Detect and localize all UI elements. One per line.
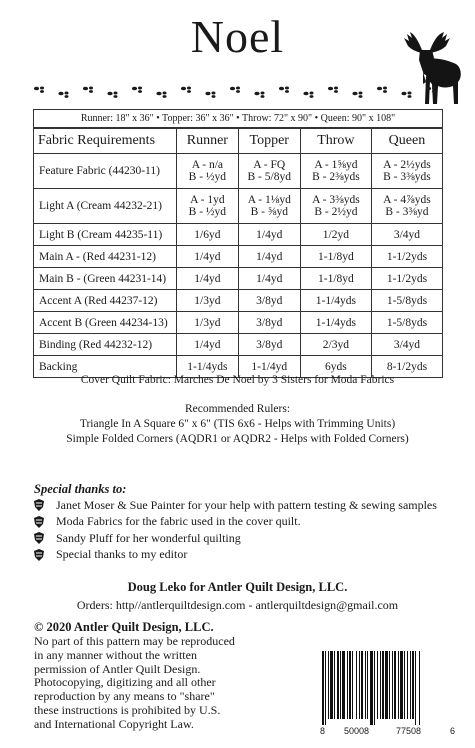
hoof-track-icon	[401, 92, 411, 98]
barcode-bar	[328, 651, 329, 719]
shield-bullet-icon	[34, 549, 56, 561]
rulers-title: Recommended Rulers:	[184, 403, 291, 415]
hoof-track-icon	[34, 87, 44, 93]
hoof-track-icon	[352, 92, 362, 98]
quantity-cell	[177, 268, 239, 290]
barcode-bar	[330, 651, 333, 719]
fabric-name-cell: Light B (Cream 44235-11)	[34, 224, 177, 246]
hoof-track-icon	[132, 87, 142, 93]
quantity-line: 1/4yd	[256, 250, 283, 263]
quantity-line: B - ⅝yd	[250, 206, 288, 218]
quantity-cell	[300, 189, 371, 224]
table-row	[34, 189, 443, 224]
quantity-cell	[300, 312, 371, 334]
quantity-line: A - 1yd	[190, 194, 225, 206]
quantity-line: 3/8yd	[256, 338, 283, 351]
hoof-tracks	[30, 84, 450, 100]
barcode-bar	[380, 651, 381, 719]
quantity-cell	[238, 268, 300, 290]
quantity-cell	[300, 246, 371, 268]
barcode-bar	[385, 651, 388, 719]
fabric-requirements-table	[33, 109, 443, 378]
barcode-bar	[370, 651, 373, 725]
hoof-track-icon	[377, 87, 387, 93]
quantity-line: 1-1/4yd	[251, 360, 288, 373]
quantity-cell	[300, 290, 371, 312]
legal-line: No part of this pattern may be reproduced	[34, 634, 235, 648]
quantity-cell	[177, 312, 239, 334]
quantity-cell	[177, 224, 239, 246]
quantity-cell	[177, 334, 239, 356]
barcode-bar	[334, 651, 335, 719]
shield-bullet-icon	[34, 532, 56, 544]
fabric-name-cell: Binding (Red 44232-12)	[34, 334, 177, 356]
quantity-cell	[238, 290, 300, 312]
recommended-rulers	[0, 402, 475, 447]
quantity-line: A - FQ	[253, 159, 286, 171]
quantity-cell	[371, 189, 442, 224]
fabric-name-cell: Light A (Cream 44232-21)	[34, 189, 177, 224]
orders-line: Orders: http//antlerquiltdesign.com - antlerquiltdesign@gmail.com	[76, 598, 399, 612]
quantity-line: 8-1/2yds	[386, 360, 428, 373]
thanks-item-text: Moda Fabrics for the fabric used in the cover quilt.	[56, 514, 301, 529]
barcode-bar	[349, 651, 351, 719]
thanks-list	[34, 497, 464, 563]
legal-line: Photocopying, digitizing and all other	[34, 675, 216, 690]
barcode-digit-group-1: 50008	[344, 726, 370, 736]
quantity-line: B - 5/8yd	[247, 171, 291, 183]
barcode-bar	[392, 651, 393, 719]
quantity-line: 1/4yd	[194, 250, 221, 263]
barcode-icon	[322, 651, 452, 725]
table-header-row	[34, 128, 443, 154]
barcode-bar	[337, 651, 339, 719]
quantity-line: 6yds	[325, 360, 347, 373]
barcode-bar	[382, 651, 384, 719]
quantity-line: B - ½yd	[188, 171, 227, 183]
size-runner: Runner: 18" x 36"	[80, 113, 154, 124]
hoof-track-icon	[83, 87, 93, 93]
quantity-cell	[371, 154, 442, 189]
barcode-bar	[322, 651, 324, 725]
ruler-line-1: Triangle In A Square 6" x 6" (TIS 6x6 - Helps with Trimming Units)	[79, 418, 396, 430]
quantity-line: 1/4yd	[194, 272, 221, 285]
barcode-digit-check: 6	[450, 726, 456, 736]
hoof-track-icon	[328, 87, 338, 93]
header-queen: Queen	[371, 128, 442, 154]
barcode-bar	[359, 651, 360, 719]
legal-line: these instructions is prohibited by U.S.	[34, 702, 221, 717]
barcode-bar	[410, 651, 411, 719]
quantity-line: B - ½yd	[188, 206, 227, 218]
hoof-track-icon	[107, 92, 117, 98]
quantity-line: A - 4⅞yds	[383, 194, 431, 206]
quantity-cell	[371, 290, 442, 312]
barcode-digits	[318, 726, 458, 740]
fabric-name-cell: Main B - (Green 44231-14)	[34, 268, 177, 290]
quilt-sizes-cell: Runner: 18" x 36" • Topper: 36" x 36" • Throw: 72" x 90" • Queen: 90" x 108"	[34, 110, 443, 129]
ruler-line-2: Simple Folded Corners (AQDR1 or AQDR2 - Helps with Folded Corners)	[66, 433, 409, 445]
barcode-bar	[340, 651, 341, 719]
quantity-line: 1/4yd	[194, 338, 221, 351]
quantity-cell	[238, 246, 300, 268]
fabric-name-cell: Accent A (Red 44237-12)	[34, 290, 177, 312]
quantity-line: 1-1/4yds	[315, 294, 356, 307]
quantity-line: 3/4yd	[393, 228, 421, 241]
barcode-bar	[400, 651, 403, 719]
cover-fabric-note: Cover Quilt Fabric: Marches De Noel by 3 Sisters for Moda Fabrics	[80, 374, 395, 386]
header-throw: Throw	[300, 128, 371, 154]
hoof-track-icon	[426, 87, 436, 93]
quantity-cell	[300, 154, 371, 189]
quantity-line: 1-1/8yd	[317, 272, 354, 285]
quantity-line: 1-5/8yds	[386, 316, 428, 329]
barcode-bar	[374, 651, 375, 725]
quantity-cell	[177, 154, 239, 189]
shield-bullet-icon	[34, 516, 56, 528]
barcode-bar	[412, 651, 414, 719]
quantity-line: 3/8yd	[256, 316, 283, 329]
quantity-line: B - 3⅜yd	[385, 206, 429, 218]
quantity-line: 1-1/2yds	[386, 272, 428, 285]
size-topper: Topper: 36" x 36"	[162, 113, 234, 124]
hoof-track-icon	[303, 92, 313, 98]
barcode-bar	[367, 651, 368, 719]
fabric-rows	[34, 154, 443, 378]
quantity-line: 3/8yd	[256, 294, 283, 307]
quantity-cell	[238, 334, 300, 356]
fabric-requirements-table-wrap	[33, 109, 443, 378]
barcode-bar	[404, 651, 405, 719]
barcode-bar	[356, 651, 357, 719]
barcode-bar	[398, 651, 399, 719]
barcode-bar	[325, 651, 326, 725]
quantity-line: 1/4yd	[256, 272, 283, 285]
fabric-name-cell: Backing	[34, 356, 177, 378]
quantity-cell	[371, 268, 442, 290]
table-row	[34, 268, 443, 290]
table-row	[34, 246, 443, 268]
thanks-item	[34, 547, 464, 564]
barcode-bar	[394, 651, 396, 719]
header-topper: Topper	[238, 128, 300, 154]
quantity-cell	[177, 246, 239, 268]
quantity-line: A - 1⅛yd	[247, 194, 291, 206]
thanks-item-text: Sandy Pluff for her wonderful quilting	[56, 530, 241, 545]
table-row	[34, 224, 443, 246]
quantity-line: 1/4yd	[256, 228, 283, 241]
hoof-track-icon	[181, 87, 191, 93]
thanks-item-text: Janet Moser & Sue Painter for your help with pattern testing & sewing samples	[56, 497, 437, 512]
header-runner: Runner	[177, 128, 239, 154]
header-fabric-requirements: Fabric Requirements	[34, 128, 177, 154]
designer-credit: Doug Leko for Antler Quilt Design, LLC.	[127, 580, 348, 594]
barcode-bar	[365, 651, 366, 719]
hoof-track-icon	[58, 92, 68, 98]
size-throw: Throw: 72" x 90"	[242, 113, 313, 124]
quantity-cell	[177, 290, 239, 312]
quantity-line: A - 1⅝yd	[314, 159, 358, 171]
barcode-bar	[389, 651, 390, 719]
fabric-name-cell: Feature Fabric (44230-11)	[34, 154, 177, 189]
hoof-track-icon	[230, 87, 240, 93]
quantity-cell	[300, 224, 371, 246]
quantity-line: 1/3yd	[194, 294, 221, 307]
quantity-cell	[300, 334, 371, 356]
barcode-bar	[419, 651, 420, 725]
quantity-line: 1/2yd	[322, 228, 349, 241]
legal-line: permission of Antler Quilt Design.	[34, 661, 201, 676]
barcode-bar	[342, 651, 345, 719]
barcode-bar	[361, 651, 363, 719]
table-row	[34, 290, 443, 312]
quantity-cell	[371, 312, 442, 334]
thanks-item	[34, 497, 464, 514]
hoof-track-icon	[205, 92, 215, 98]
quantity-line: 2/3yd	[322, 338, 349, 351]
quantity-line: 1/3yd	[194, 316, 221, 329]
hoof-track-icon	[254, 92, 264, 98]
thanks-title: Special thanks to:	[34, 482, 127, 496]
quantity-cell	[177, 189, 239, 224]
size-queen: Queen: 90" x 108"	[320, 113, 396, 124]
hoof-track-icon	[156, 92, 166, 98]
barcode-bar	[407, 651, 408, 719]
quantity-line: B - 2½yd	[314, 206, 358, 218]
thanks-item	[34, 514, 464, 531]
barcode-bar	[377, 651, 378, 719]
quantity-line: 1-5/8yds	[386, 294, 428, 307]
quantity-cell	[371, 334, 442, 356]
quantity-line: 1/6yd	[194, 228, 221, 241]
legal-line: in any manner without the written	[34, 647, 197, 662]
fabric-name-cell: Main A - (Red 44231-12)	[34, 246, 177, 268]
quantity-line: 1-1/4yds	[187, 360, 228, 373]
thanks-item-text: Special thanks to my editor	[56, 547, 188, 562]
quantity-line: 1-1/8yd	[317, 250, 354, 263]
quantity-line: 3/4yd	[393, 338, 421, 351]
hoof-track-icon	[279, 87, 289, 93]
copyright-title: © 2020 Antler Quilt Design, LLC.	[34, 620, 214, 634]
quantity-cell	[371, 224, 442, 246]
quantity-line: B - 2⅜yds	[312, 171, 360, 183]
table-row	[34, 312, 443, 334]
quantity-cell	[238, 154, 300, 189]
quantity-line: A - 2½yds	[383, 159, 431, 171]
fabric-name-cell: Accent B (Green 44234-13)	[34, 312, 177, 334]
barcode-bar	[415, 651, 416, 725]
legal-line: and International Copyright Law.	[34, 716, 194, 731]
quantity-line: A - n/a	[191, 159, 224, 171]
quilt-sizes-row	[34, 110, 443, 129]
thanks-item	[34, 530, 464, 547]
quantity-line: B - 3⅜yds	[383, 171, 431, 183]
quantity-cell	[238, 224, 300, 246]
barcode-digit-prefix: 8	[320, 726, 326, 736]
shield-bullet-icon	[34, 499, 56, 511]
legal-line: reproduction by any means to "share"	[34, 689, 215, 704]
table-row	[34, 334, 443, 356]
quantity-line: 1-1/2yds	[386, 250, 428, 263]
barcode-bar	[347, 651, 348, 719]
table-row	[34, 154, 443, 189]
legal-text	[34, 635, 304, 732]
quantity-cell	[238, 312, 300, 334]
quantity-cell	[371, 246, 442, 268]
quantity-line: 1-1/4yds	[315, 316, 356, 329]
quantity-line: A - 3⅜yds	[312, 194, 360, 206]
quantity-cell	[238, 189, 300, 224]
barcode-bar	[352, 651, 353, 719]
quantity-cell	[300, 268, 371, 290]
page-title: Noel	[190, 11, 285, 62]
barcode-digit-group-2: 77508	[396, 726, 422, 736]
